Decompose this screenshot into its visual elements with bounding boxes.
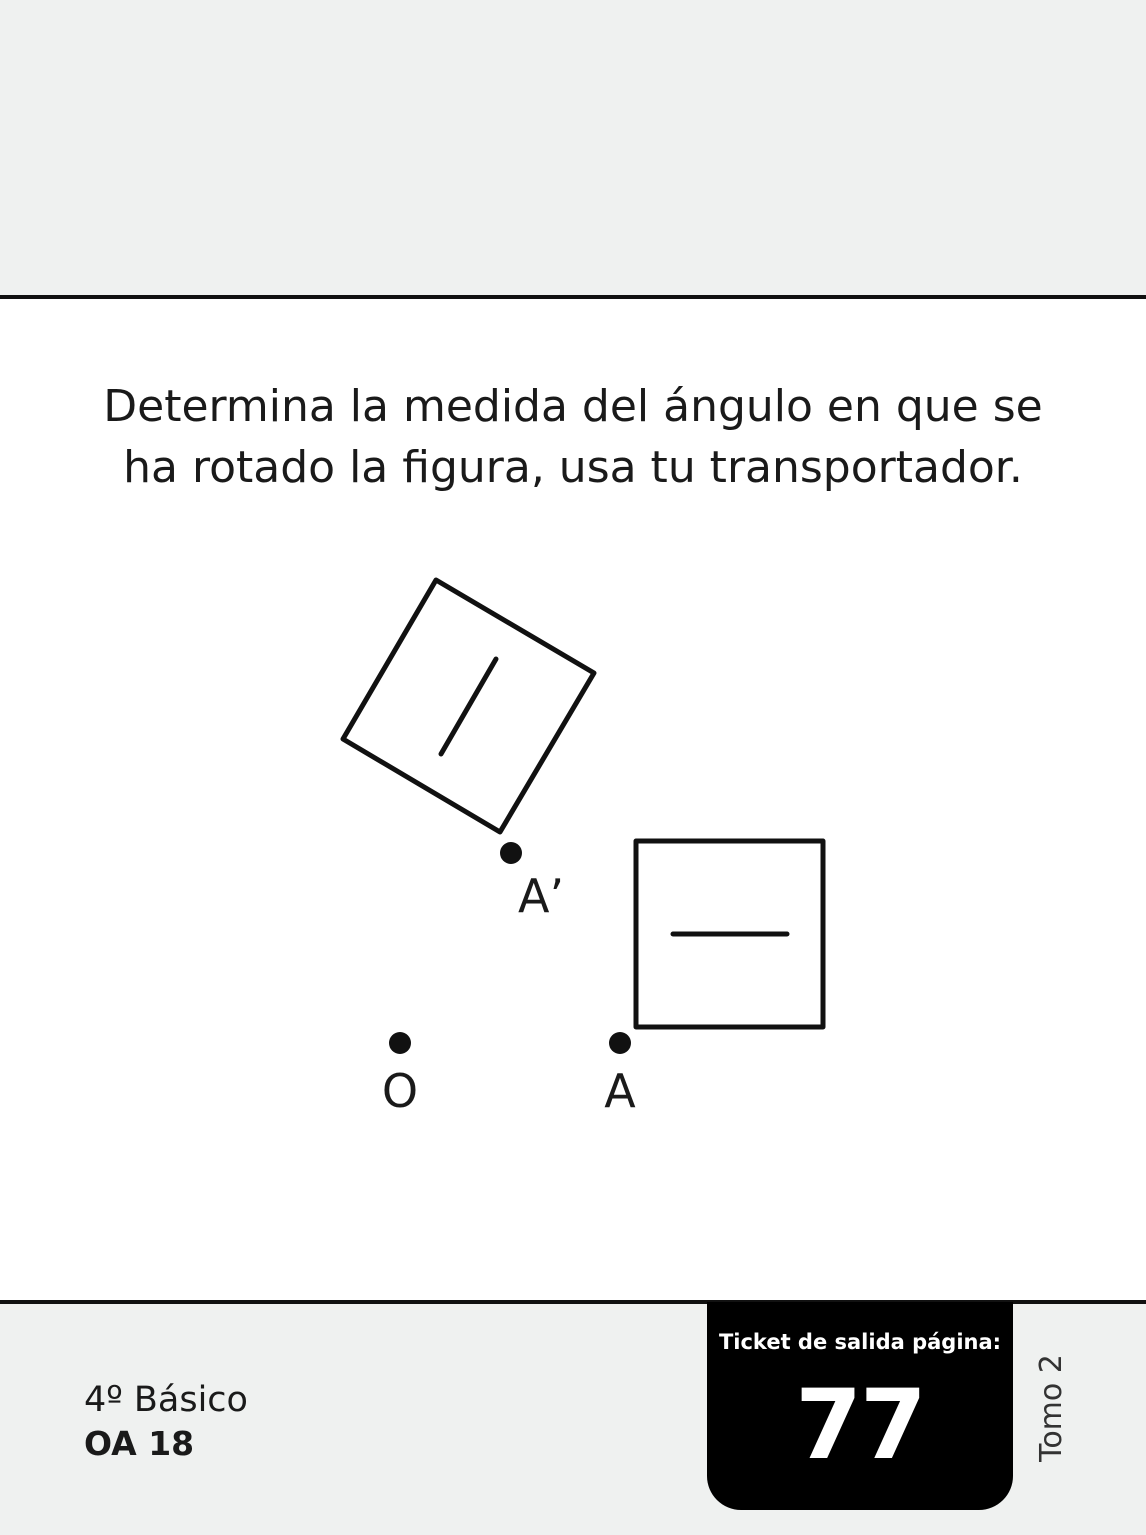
grade-label: 4º Básico <box>84 1380 248 1420</box>
rotated-square-mark <box>441 659 496 754</box>
instruction-line-2: ha rotado la figura, usa tu transportador. <box>123 442 1023 493</box>
learning-objective-label: OA 18 <box>84 1424 195 1463</box>
point-o-dot <box>389 1032 411 1054</box>
volume-label: Tomo 2 <box>1034 1354 1069 1462</box>
exit-ticket-box <box>707 1302 1013 1510</box>
instruction-line-1: Determina la medida del ángulo en que se <box>103 381 1043 432</box>
point-a-dot <box>609 1032 631 1054</box>
point-o-label: O <box>381 1064 419 1118</box>
point-a-prime-label: A’ <box>518 869 565 923</box>
point-a-prime-dot <box>500 842 522 864</box>
point-a-label: A <box>604 1064 636 1118</box>
exit-ticket-page-number: 77 <box>795 1369 925 1481</box>
exit-ticket-label: Ticket de salida página: <box>718 1330 1002 1354</box>
